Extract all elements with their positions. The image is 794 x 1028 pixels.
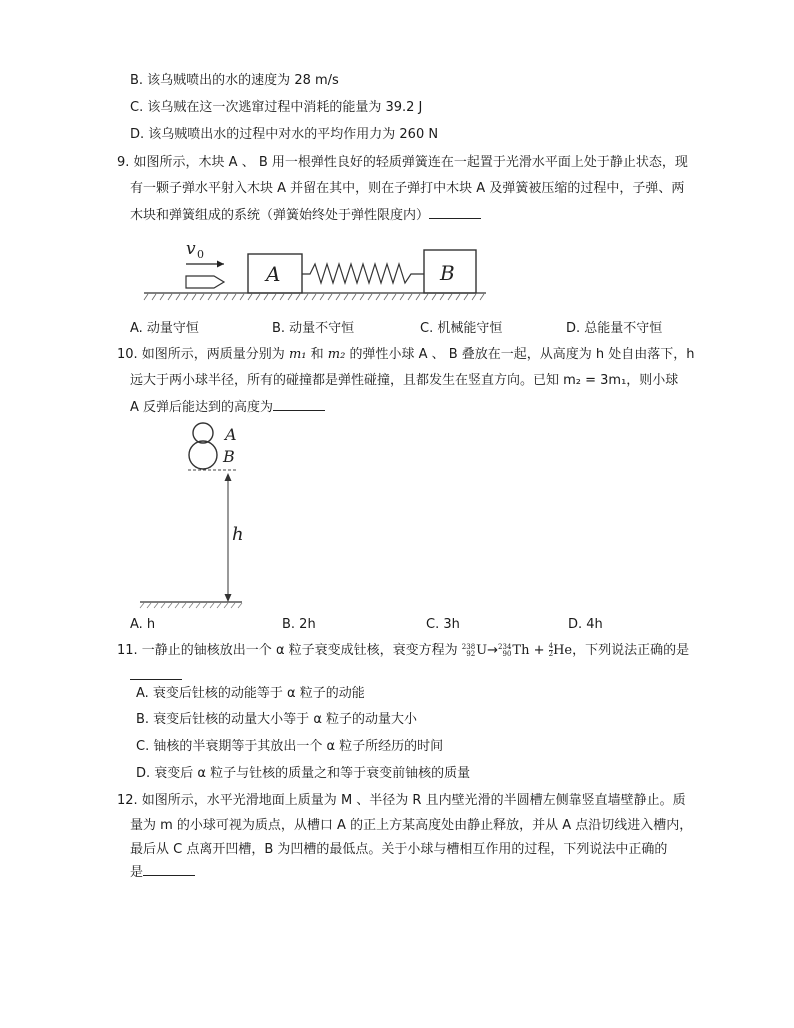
uranium-nuclide	[462, 642, 487, 660]
uranium-atomic-number: 92	[466, 649, 476, 658]
block-a-label: A	[266, 262, 281, 286]
helium-mass-number: 4	[548, 642, 554, 650]
thorium-mass-number: 234	[498, 642, 512, 651]
plus-sign: +	[529, 643, 549, 658]
helium-atomic-number: 2	[548, 650, 554, 658]
bullet	[186, 276, 224, 288]
q9-stem-line2: 有一颗子弹水平射入木块 A 并留在其中，则在子弹打中木块 A 及弹簧被压缩的过程中，子弹、两	[130, 181, 685, 196]
q12-stem-line4	[130, 862, 195, 882]
velocity-subscript: 0	[197, 248, 204, 261]
q8-option-b: B. 该乌贼喷出的水的速度为 28 m/s	[130, 73, 339, 88]
helium-nuclide	[549, 642, 573, 660]
q9-option-c: C. 机械能守恒	[420, 321, 503, 336]
block-b-label: B	[440, 261, 455, 285]
spring	[302, 264, 424, 283]
q11-option-a: A. 衰变后钍核的动能等于 α 粒子的动能	[136, 686, 365, 701]
height-label: h	[232, 524, 244, 545]
ball-a-label: A	[225, 425, 237, 444]
arrow-up-icon	[225, 473, 232, 481]
q10-stem-line1-part1: 10. 如图所示，两质量分别为	[117, 347, 289, 362]
q9-stem-line1: 9. 如图所示，木块 A 、 B 用一根弹性良好的轻质弹簧连在一起置于光滑水平面上处于静止状态，现	[117, 155, 688, 170]
q11-stem-part1: 11. 一静止的铀核放出一个 α 粒子衰变成钍核，衰变方程为	[117, 643, 462, 658]
q10-option-d: D. 4h	[568, 617, 603, 632]
q11-option-c: C. 铀核的半衰期等于其放出一个 α 粒子所经历的时间	[136, 739, 444, 754]
q9-option-d: D. 总能量不守恒	[566, 321, 663, 336]
helium-symbol: He	[553, 643, 573, 658]
q11-option-d: D. 衰变后 α 粒子与钍核的质量之和等于衰变前铀核的质量	[136, 766, 471, 781]
thorium-symbol: Th	[512, 643, 530, 658]
q10-stem-line3-text: A 反弹后能达到的高度为	[130, 400, 274, 415]
ball-b	[189, 441, 217, 469]
q10-stem-line1-part3: 的弹性小球 A 、 B 叠放在一起，从高度为 h 处自由落下，h	[345, 347, 695, 362]
arrow-down-icon	[225, 594, 232, 602]
q9-option-b: B. 动量不守恒	[272, 321, 355, 336]
uranium-mass-number: 238	[461, 642, 476, 651]
q10-option-b: B. 2h	[282, 617, 316, 632]
answer-blank	[429, 205, 481, 219]
velocity-label: v	[186, 239, 196, 259]
q10-stem-line1	[117, 346, 695, 364]
thorium-atomic-number: 90	[502, 649, 512, 658]
q8-option-c: C. 该乌贼在这一次逃窜过程中消耗的能量为 39.2 J	[130, 100, 423, 115]
q10-figure	[138, 420, 248, 610]
q11-stem-line1	[117, 642, 689, 660]
q11-option-b: B. 衰变后钍核的动量大小等于 α 粒子的动量大小	[136, 712, 418, 727]
q12-stem-line1: 12. 如图所示，水平光滑地面上质量为 M 、半径为 R 且内壁光滑的半圆槽左侧靠竖直墙壁静止。质	[117, 793, 686, 808]
q10-stem-line1-part2: 和	[306, 347, 328, 362]
q9-figure	[140, 236, 488, 304]
q12-stem-line2: 量为 m 的小球可视为质点，从槽口 A 的正上方某高度处由静止释放，并从 A 点沿切线进入槽内，	[130, 818, 693, 833]
ball-b-label: B	[223, 447, 235, 466]
velocity-arrow-icon	[217, 261, 224, 268]
q9-stem-line3-text: 木块和弹簧组成的系统（弹簧始终处于弹性限度内）	[130, 208, 430, 223]
ball-a	[193, 423, 213, 443]
q10-option-a: A. h	[130, 617, 156, 632]
mass-m2: m₂	[327, 347, 346, 362]
q10-stem-line3	[130, 397, 325, 417]
thorium-nuclide	[498, 642, 529, 660]
q11-stem-part2: ，下列说法正确的是	[572, 643, 690, 658]
answer-blank	[143, 862, 195, 876]
reaction-arrow: →	[487, 643, 499, 658]
q10-option-c: C. 3h	[426, 617, 460, 632]
q12-stem-line4-text: 是	[130, 865, 144, 880]
q11-answer-line	[130, 666, 182, 686]
q10-stem-line2: 远大于两小球半径，所有的碰撞都是弹性碰撞，且都发生在竖直方向。已知 m₂ = 3m₁，则小球	[130, 373, 679, 388]
answer-blank	[130, 666, 182, 680]
uranium-symbol: U	[476, 643, 488, 658]
mass-m1: m₁	[288, 347, 307, 362]
q9-stem-line3	[130, 205, 481, 225]
q12-stem-line3: 最后从 C 点离开凹槽，B 为凹槽的最低点。关于小球与槽相互作用的过程，下列说法中正确的	[130, 842, 668, 857]
q9-option-a: A. 动量守恒	[130, 321, 199, 336]
q8-option-d: D. 该乌贼喷出水的过程中对水的平均作用力为 260 N	[130, 127, 439, 142]
answer-blank	[273, 397, 325, 411]
